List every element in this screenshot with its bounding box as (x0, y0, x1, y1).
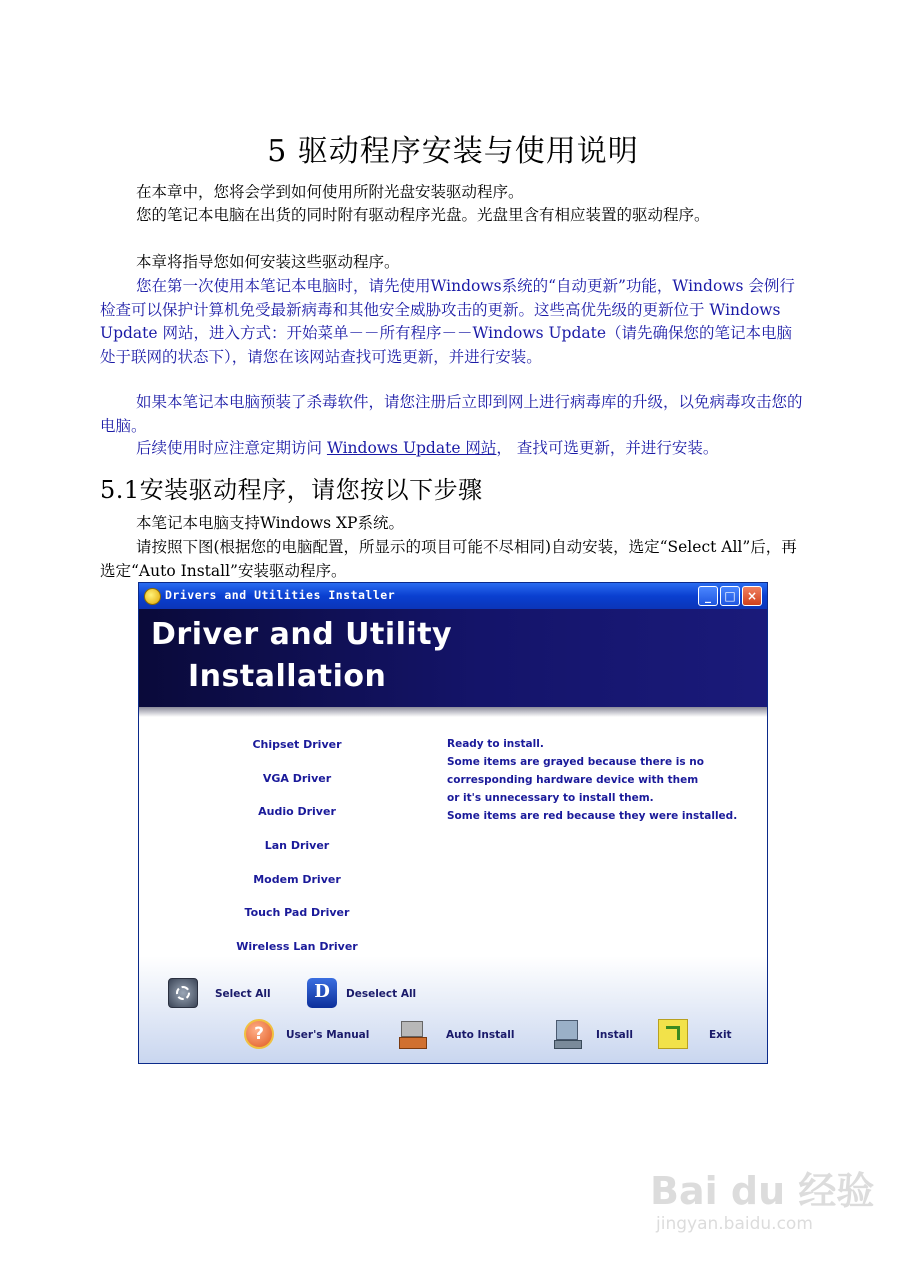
banner-title-line1: Driver and Utility (151, 617, 453, 652)
tray-icon (399, 1037, 427, 1049)
baidu-watermark-url: jingyan.baidu.com (656, 1214, 813, 1234)
select-all-icon[interactable] (168, 978, 198, 1008)
followup-text: 后续使用时应注意定期访问 (136, 439, 327, 457)
windows-update-link[interactable]: Windows Update 网站 (326, 439, 497, 457)
banner-shadow (139, 707, 767, 717)
driver-item-touchpad[interactable]: Touch Pad Driver (244, 906, 350, 919)
status-message: Some items are grayed because there is no (447, 756, 704, 768)
maximize-button[interactable]: □ (720, 586, 740, 606)
paragraph-followup (100, 437, 806, 461)
window-title: Drivers and Utilities Installer (165, 588, 396, 602)
keyboard-icon (554, 1040, 582, 1049)
paragraph-windows-update: 您在第一次使用本笔记本电脑时，请先使用Windows系统的“自动更新”功能，Windows 会例行检查可以保护计算机免受最新病毒和其他安全威胁攻击的更新。这些高优先级的更新位于 Windows Update 网站，进入方式：开始菜单－－所有程序－－Windows Update（请先确保您的笔记本电脑处于联网的状态下），请您在该网站查找可选更新，并进行安装。 (100, 277, 795, 366)
baidu-watermark-logo: Bai du 经验 (650, 1169, 875, 1213)
install-icon[interactable] (552, 1019, 582, 1049)
exit-icon[interactable] (658, 1019, 688, 1049)
status-message: Some items are red because they were installed. (447, 810, 738, 822)
install-button[interactable]: Install (596, 1029, 633, 1041)
installer-screenshot (138, 582, 768, 1064)
auto-install-button[interactable]: Auto Install (446, 1029, 515, 1041)
refresh-icon (176, 986, 190, 1000)
close-button[interactable]: × (742, 586, 762, 606)
help-icon[interactable]: ? (244, 1019, 274, 1049)
status-message: corresponding hardware device with them (447, 774, 699, 786)
auto-install-icon[interactable] (397, 1019, 427, 1049)
paragraph-steps: 请按照下图(根据您的电脑配置，所显示的项目可能不尽相同)自动安装，选定“Select All”后，再选定“Auto Install”安装驱动程序。 (100, 538, 797, 580)
status-message: Ready to install. (447, 738, 544, 750)
page-title: 5 驱动程序安装与使用说明 (267, 134, 639, 169)
driver-item-modem[interactable]: Modem Driver (253, 873, 341, 886)
driver-item-wireless-lan[interactable]: Wireless Lan Driver (236, 940, 358, 953)
paragraph-intro: 在本章中，您将会学到如何使用所附光盘安装驱动程序。 (136, 183, 524, 201)
driver-item-lan[interactable]: Lan Driver (264, 839, 330, 852)
exit-button[interactable]: Exit (709, 1029, 732, 1041)
status-message: or it's unnecessary to install them. (447, 792, 654, 804)
installer-banner (139, 609, 767, 707)
minimize-button[interactable]: _ (698, 586, 718, 606)
driver-item-audio[interactable]: Audio Driver (258, 805, 336, 818)
driver-item-vga[interactable]: VGA Driver (262, 772, 332, 785)
driver-item-chipset[interactable]: Chipset Driver (252, 738, 342, 751)
section-title: 5.1安装驱动程序，请您按以下步骤 (100, 476, 483, 504)
paragraph-xp-support: 本笔记本电脑支持Windows XP系统。 (136, 514, 404, 532)
app-icon (144, 588, 161, 605)
paragraph-guide: 本章将指导您如何安装这些驱动程序。 (136, 253, 400, 271)
window-titlebar (139, 583, 767, 609)
paragraph-cd: 您的笔记本电脑在出货的同时附有驱动程序光盘。光盘里含有相应装置的驱动程序。 (136, 206, 710, 224)
banner-title-line2: Installation (188, 659, 387, 694)
users-manual-button[interactable]: User's Manual (286, 1029, 370, 1041)
deselect-all-button[interactable]: Deselect All (346, 988, 417, 1000)
select-all-button[interactable]: Select All (215, 988, 271, 1000)
monitor-icon (556, 1020, 578, 1040)
disk-drive-icon (401, 1021, 423, 1037)
deselect-all-icon[interactable]: D (307, 978, 337, 1008)
arrow-icon (666, 1026, 680, 1040)
followup-text-end: ， 查找可选更新，并进行安装。 (496, 439, 719, 457)
paragraph-antivirus: 如果本笔记本电脑预装了杀毒软件，请您注册后立即到网上进行病毒库的升级，以免病毒攻击您的电脑。 (100, 393, 803, 435)
